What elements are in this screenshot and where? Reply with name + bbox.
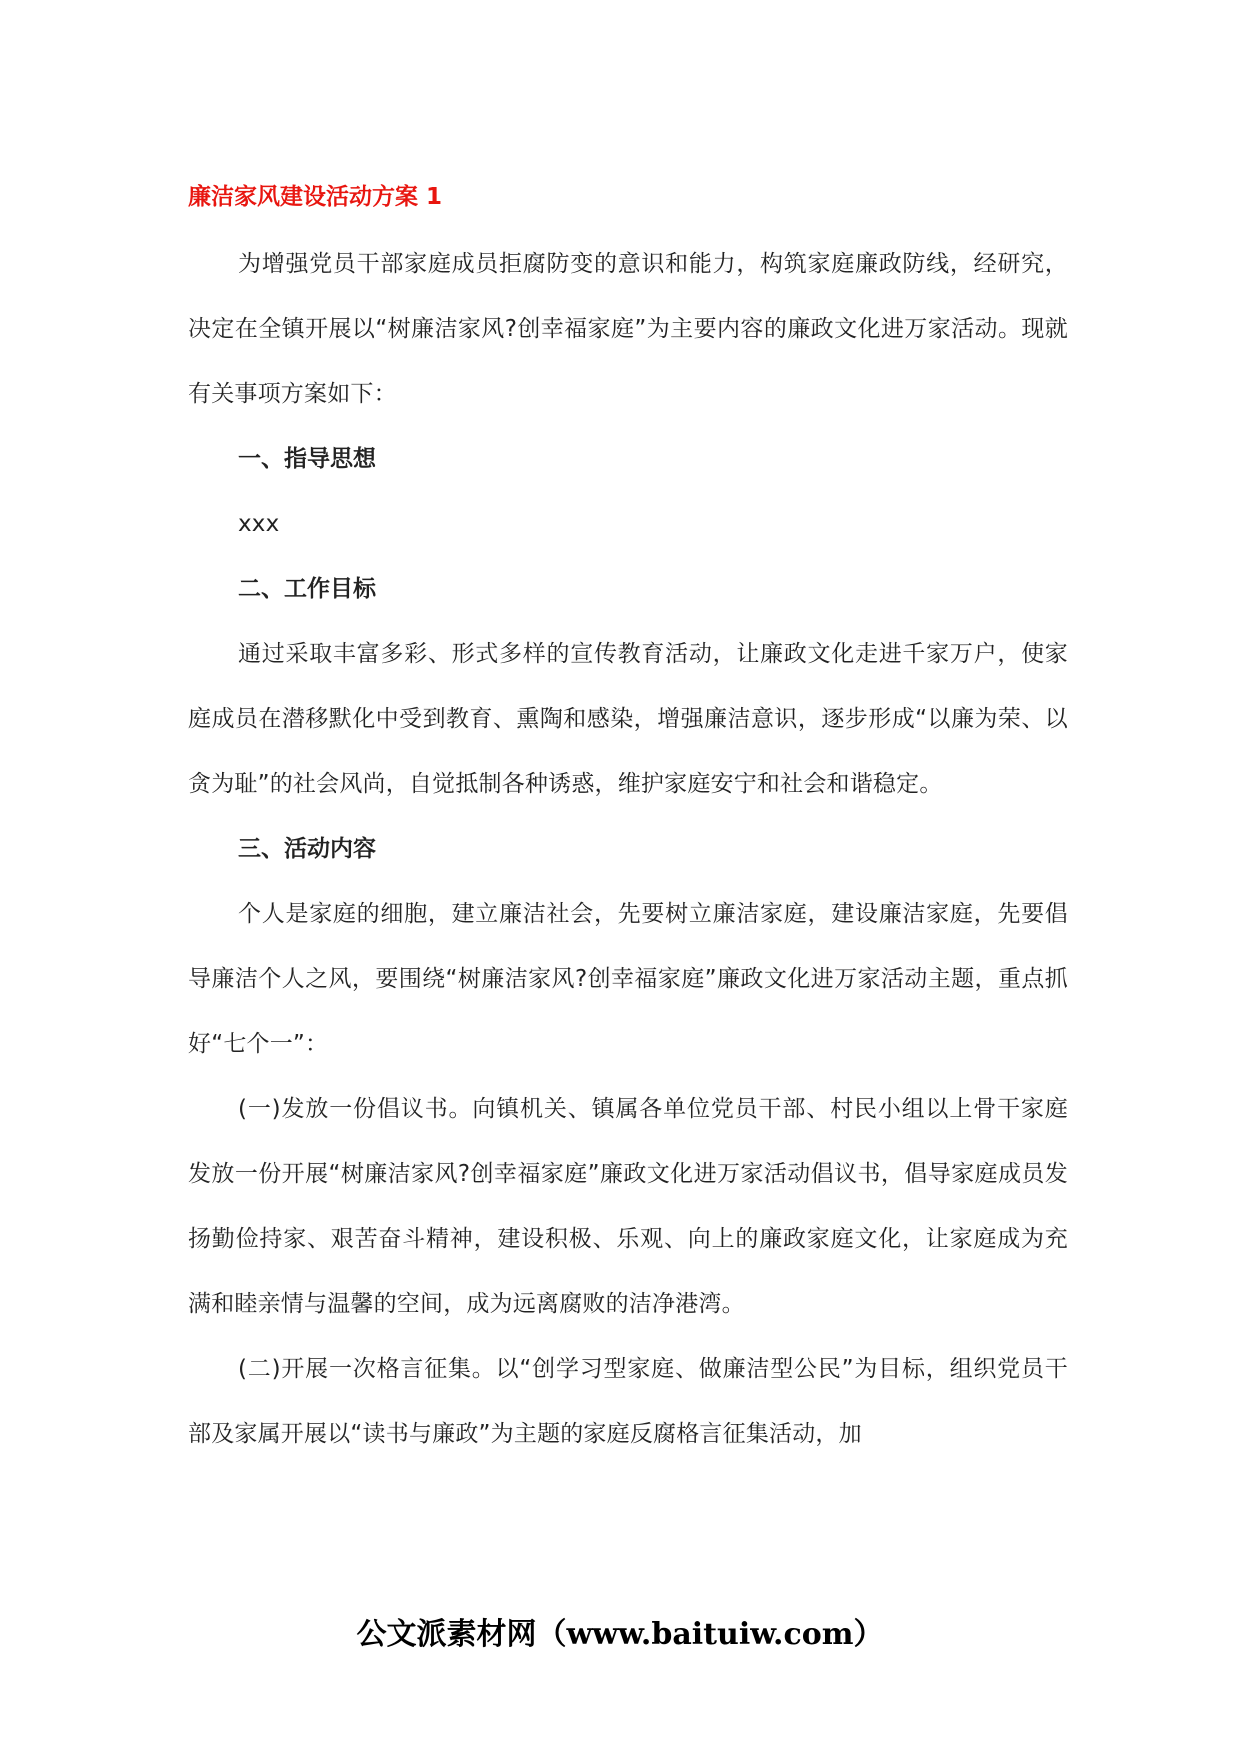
intro-paragraph: 为增强党员干部家庭成员拒腐防变的意识和能力，构筑家庭廉政防线，经研究，决定在全镇开展以“树廉洁家风?创幸福家庭”为主要内容的廉政文化进万家活动。现就有关事项方案如下： [188, 251, 1068, 407]
section-body-guiding-thought: xxx [238, 511, 280, 537]
section-heading-activity-content: 三、活动内容 [238, 836, 376, 862]
list-item-proposal: (一)发放一份倡议书。向镇机关、镇属各单位党员干部、村民小组以上骨干家庭发放一份开展“树廉洁家风?创幸福家庭”廉政文化进万家活动倡议书，倡导家庭成员发扬勤俭持家、艰苦奋斗精神，建设积极、乐观、向上的廉政家庭文化，让家庭成为充满和睦亲情与温馨的空间，成为远离腐败的洁净港湾。 [188, 1096, 1068, 1317]
section-heading-guiding-thought: 一、指导思想 [238, 446, 376, 472]
section-heading-work-goals: 二、工作目标 [238, 576, 376, 602]
list-item-motto-collection: (二)开展一次格言征集。以“创学习型家庭、做廉洁型公民”为目标，组织党员干部及家属开展以“读书与廉政”为主题的家庭反腐格言征集活动，加 [188, 1356, 1068, 1447]
page-footer-watermark: 公文派素材网（www.baituiw.com） [356, 1617, 884, 1652]
document-title: 廉洁家风建设活动方案 1 [188, 184, 443, 210]
section-body-activity-content: 个人是家庭的细胞，建立廉洁社会，先要树立廉洁家庭，建设廉洁家庭，先要倡导廉洁个人之风，要围绕“树廉洁家风?创幸福家庭”廉政文化进万家活动主题，重点抓好“七个一”： [188, 901, 1068, 1057]
document-body [188, 172, 1068, 1467]
section-body-work-goals: 通过采取丰富多彩、形式多样的宣传教育活动，让廉政文化走进千家万户，使家庭成员在潜移默化中受到教育、熏陶和感染，增强廉洁意识，逐步形成“以廉为荣、以贪为耻”的社会风尚，自觉抵制各种诱惑，维护家庭安宁和社会和谐稳定。 [188, 641, 1068, 797]
